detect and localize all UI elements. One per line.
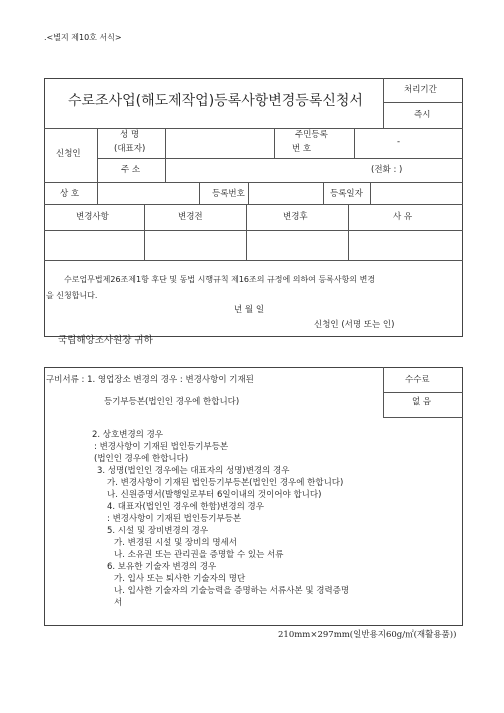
rrn-label: 주민등록: [295, 130, 328, 140]
applicant-section-label: 신청인: [56, 149, 81, 159]
trade-name-label: 상 호: [60, 189, 80, 199]
applicant-signature: 신청인 (서명 또는 인): [314, 320, 395, 330]
reg-no-field[interactable]: [249, 183, 322, 203]
documents-line-1b: 등기부등본(법인인 경우에 한합니다): [104, 397, 240, 407]
doc-item: : 변경사항이 기재된 법인등기부등본: [107, 514, 242, 524]
address-field[interactable]: [166, 159, 366, 181]
application-date: 년 월 일: [234, 305, 265, 315]
doc-item: 나. 신원증명서(발행일로부터 6일이내의 것이어야 합니다): [107, 490, 322, 500]
statement-line-2: 을 신청합니다.: [46, 291, 98, 300]
col-change-item: 변경사항: [76, 212, 109, 222]
doc-item: 나. 소유권 또는 관리권을 증명할 수 있는 서류: [114, 550, 284, 560]
fee-value: 없 음: [412, 397, 432, 407]
processing-period-value: 즉시: [414, 110, 431, 120]
change-after-field[interactable]: [247, 231, 347, 259]
doc-item: 3. 성명(법인인 경우에는 대표자의 성명)변경의 경우: [97, 466, 290, 476]
doc-item: 2. 상호변경의 경우: [92, 430, 163, 440]
doc-item: 가. 변경사항이 기재된 법인등기부등본(법인인 경우에 한합니다): [107, 478, 344, 488]
doc-item: 나. 입사한 기술자의 기술능력을 증명하는 서류사본 및 경력증명: [114, 586, 350, 596]
doc-item: 6. 보유한 기술자 변경의 경우: [107, 562, 217, 572]
reg-date-label: 등록일자: [330, 189, 363, 199]
name-label: 성 명: [120, 130, 140, 140]
change-before-field[interactable]: [145, 231, 245, 259]
reg-no-label: 등록번호: [212, 189, 245, 199]
doc-item: 4. 대표자(법인인 경우에 한함)변경의 경우: [107, 502, 264, 512]
trade-name-field[interactable]: [98, 183, 198, 203]
name-field[interactable]: [166, 129, 273, 157]
recipient: 국립해양조사원장 귀하: [58, 335, 153, 346]
paper-size-note: 210mm×297mm(일반용지60g/㎡(재활용품)): [278, 630, 457, 640]
phone-label: (전화 : ): [371, 165, 403, 175]
change-reason-field[interactable]: [349, 231, 462, 259]
name-sub-label: (대표자): [114, 144, 146, 154]
form-title: 수로조사업(해도제작업)등록사항변경등록신청서: [68, 93, 363, 109]
statement-line-1: 수로업무법제26조제1항 후단 및 동법 시행규칙 제16조의 규정에 의하여 등록사항의 변경: [64, 275, 376, 284]
col-before: 변경전: [178, 212, 203, 222]
rrn-field[interactable]: [355, 129, 462, 157]
application-form: [44, 78, 463, 337]
doc-item: 가. 입사 또는 퇴사한 기술자의 명단: [114, 574, 246, 584]
rrn-label-2: 번 호: [292, 144, 312, 154]
col-reason: 사 유: [393, 212, 413, 222]
doc-item: 가. 변경된 시설 및 장비의 명세서: [114, 538, 237, 548]
doc-item: 서: [114, 598, 123, 608]
processing-period-label: 처리기간: [404, 85, 437, 95]
reg-date-field[interactable]: [371, 183, 462, 203]
col-after: 변경후: [283, 212, 308, 222]
documents-header: 구비서류 : 1. 영업장소 변경의 경우 : 변경사항이 기재된: [46, 375, 254, 385]
fee-label: 수수료: [405, 375, 430, 385]
rrn-dash: -: [397, 137, 401, 147]
form-label: .<별지 제10호 서식>: [44, 33, 122, 42]
doc-item: (법인인 경우에 한합니다): [94, 454, 189, 464]
doc-item: : 변경사항이 기재된 법인등기부등본: [94, 442, 229, 452]
address-label: 주 소: [121, 165, 141, 175]
doc-item: 5. 시설 및 장비변경의 경우: [107, 526, 209, 536]
change-item-field[interactable]: [45, 231, 143, 259]
